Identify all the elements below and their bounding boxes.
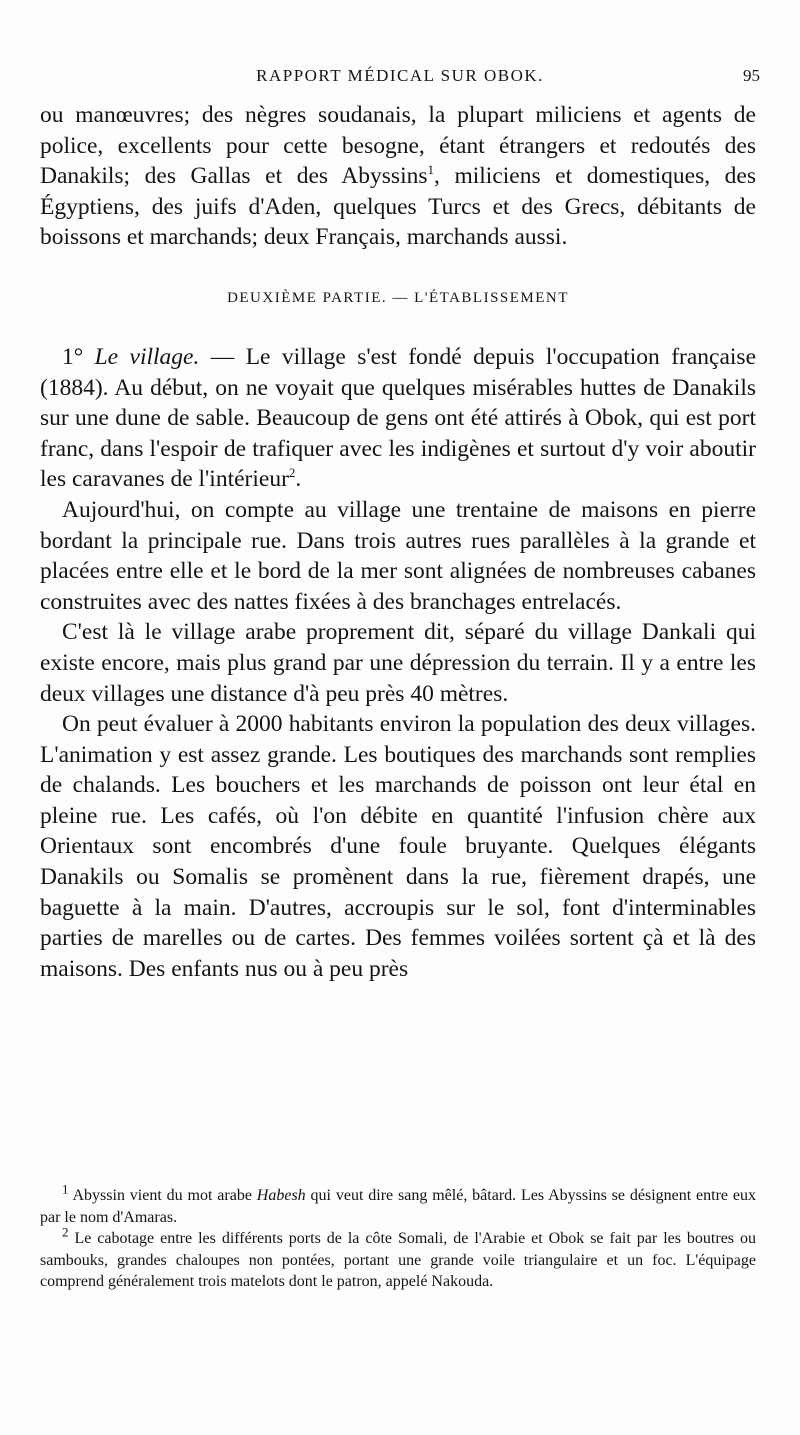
paragraph-text: . [295,466,302,493]
footnote-ref-2: 2 [288,465,296,481]
page-number: 95 [743,66,760,85]
paragraph-text: — Le village s'est fondé depuis l'occupation française (1884). Au début, on ne voyait que quelques misérables huttes de Danakils sur une dune de sable. Beaucoup de gens ont été attirés à Obok, qui est port franc, dans l'espoir de trafiquer avec les indigènes et surtout d'y voir aboutir les caravanes de l'intérieur [40,343,756,493]
body-text [40,100,756,984]
paragraph: On peut évaluer à 2000 habitants environ la population des deux villages. L'animation y est assez grande. Les boutiques des marchands sont remplies de chalands. Les bouchers et les marchands de poisson ont leur étal en pleine rue. Les cafés, où l'on débite en quantité l'infusion chère aux Orientaux sont encombrés d'une foule bruyante. Quelques élégants Danakils ou Somalis se promènent dans la rue, fièrement drapés, une baguette à la main. D'autres, accroupis sur le sol, font d'interminables parties de marelles ou de cartes. Des femmes voilées sortent çà et là des maisons. Des enfants nus ou à peu près [40,711,756,982]
subsection-title: Le village. [94,343,200,370]
footnote-text: Abyssin vient du mot arabe [68,1187,257,1204]
paragraph-village [40,342,756,495]
footnote-mark: 2 [62,1224,69,1240]
page-header [0,66,800,88]
footnote-ref-1: 1 [427,162,434,178]
paragraph-text: , miliciens et domestiques, des Égyptiens, des juifs d'Aden, quelques Turcs et des Grecs, débitants de boissons et marchands; deux Français, marchands aussi. [40,163,756,251]
running-title: RAPPORT MÉDICAL SUR OBOK. [256,66,544,85]
footnote-mark: 1 [62,1181,69,1197]
footnote-1 [40,1181,756,1228]
footnote-italic: Habesh [256,1187,306,1204]
paragraph-continuation [40,100,756,253]
paragraph: Aujourd'hui, on compte au village une trentaine de maisons en pierre bordant la principale rue. Dans trois autres rues parallèles à la grande et placées entre elle et le bord de la mer sont alignées de nombreuses cabanes construites avec des nattes fixées à des branchages entrelacés. [40,496,756,615]
footnote-text: qui veut dire sang mêlé, bâtard. Les Abyssins se désignent entre eux par le nom d'Amaras. [40,1187,756,1226]
item-number: 1° [62,343,84,370]
footnote-2 [40,1224,756,1293]
paragraph: C'est là le village arabe proprement dit, séparé du village Dankali qui existe encore, mais plus grand par une dépression du terrain. Il y a entre les deux villages une distance d'à peu près 40 mètres. [40,619,756,707]
paragraph-text: ou manœuvres; des nègres soudanais, la plupart miliciens et agents de police, excellents pour cette besogne, étant étrangers et redoutés des Danakils; des Gallas et des Abyssins [40,102,756,190]
section-heading: DEUXIÈME PARTIE. — L'ÉTABLISSEMENT [227,289,569,306]
footnote-text: Le cabotage entre les différents ports de la côte Somali, de l'Arabie et Obok se fait par les boutres ou sambouks, grandes chaloupes non pontées, portant une grande voile triangulaire et un foc. L'équipage comprend généralement trois matelots dont le patron, appelé Nakouda. [40,1230,756,1290]
footnotes [40,1181,756,1293]
